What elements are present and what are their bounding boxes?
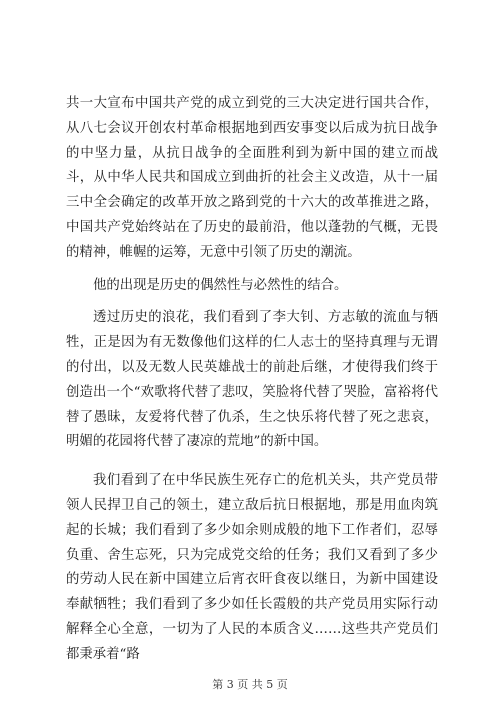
paragraph-1: 共一大宣布中国共产党的成立到党的三大决定进行国共合作，从八七会议开创农村革命根据地到西安事变以后成为抗日战争的中坚力量，从抗日战争的全面胜利到为新中国的建立而战斗，从中华人民共和国成立到曲折的社会主义改造，从十一届三中全会确定的改革开放之路到党的十六大的改革推进之路，中国共产党始终站在了历史的最前沿，他以蓬勃的气概，无畏的精神，帷幄的运筹，无意中引领了历史的潮流。 xyxy=(66,96,438,260)
paragraph-4: 我们看到了在中华民族生死存亡的危机关头，共产党员带领人民捍卫自己的领土，建立敌后抗日根据地，那是用血肉筑起的长城；我们看到了多少如余则成般的地下工作者们，忍辱负重、舍生忘死，只为完成党交给的任务；我们又看到了多少的劳动人民在新中国建立后宵衣旰食夜以继日，为新中国建设奉献牺牲；我们看到了多少如任长霞般的共产党员用实际行动解释全心全意，一切为了人民的本质含义……这些共产党员们都秉承着“路 xyxy=(66,473,438,662)
paragraph-3: 透过历史的浪花，我们看到了李大钊、方志敏的流血与牺牲，正是因为有无数像他们这样的仁人志士的坚持真理与无谓的付出，以及无数人民英雄战士的前赴后继，才使得我们终于创造出一个“欢歌将代替了悲叹，笑脸将代替了哭脸，富裕将代替了愚昧，友爱将代替了仇杀，生之快乐将代替了死之悲哀，明媚的花园将代替了凄凉的荒地”的新中国。 xyxy=(66,310,438,450)
paragraph-2: 他的出现是历史的偶然性与必然性的结合。 xyxy=(93,277,348,293)
document-body xyxy=(66,92,438,676)
page-footer: 第 3 页 共 5 页 xyxy=(212,678,288,691)
